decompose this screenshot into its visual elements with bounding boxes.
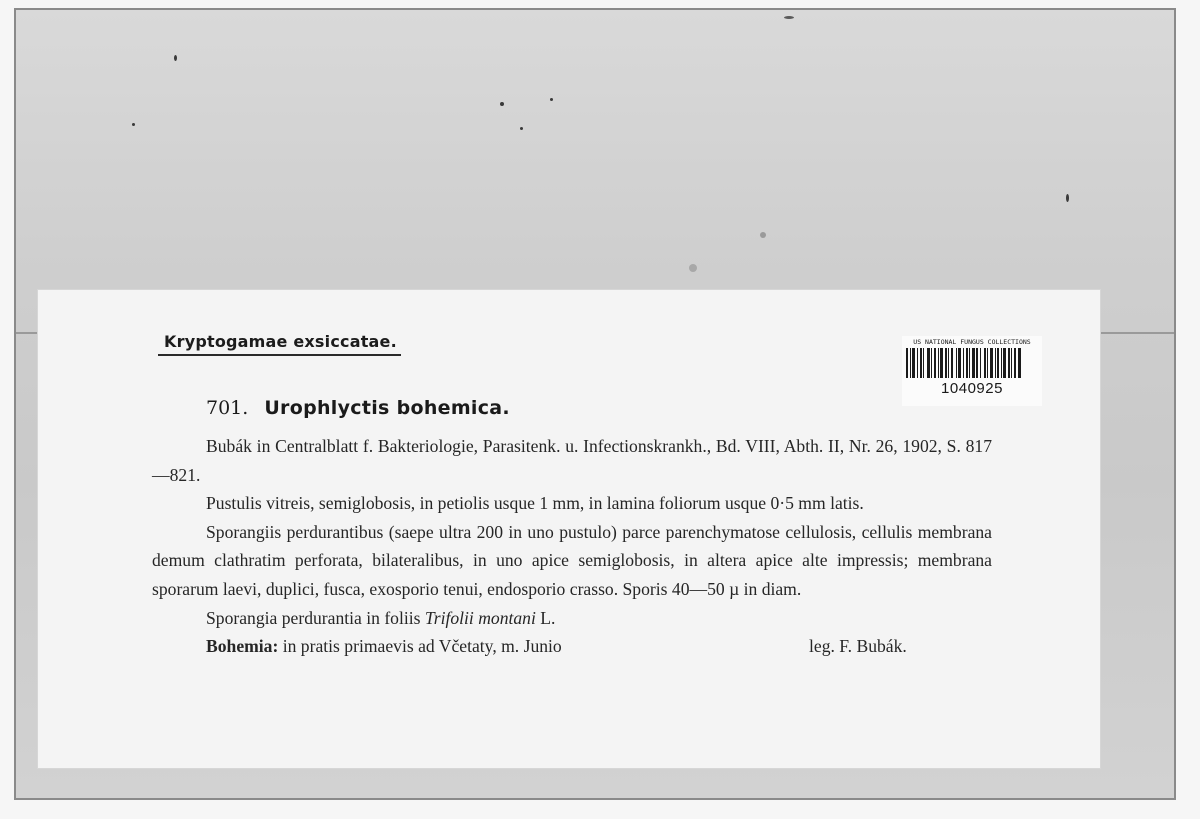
packet-speck — [500, 102, 504, 106]
packet-speck — [760, 232, 766, 238]
barcode-sticker — [902, 336, 1042, 406]
series-title: Kryptogamae exsiccatae. — [158, 332, 401, 356]
packet-speck — [550, 98, 553, 101]
locality — [206, 632, 562, 661]
barcode-caption: US NATIONAL FUNGUS COLLECTIONS — [913, 338, 1031, 346]
exsiccata-label — [38, 290, 1100, 768]
sporangia-description: Sporangiis perdurantibus (saepe ultra 200 in uno pustulo) parce parenchymatose cellulosis, cellulis membrana demum clathratim perforata, bilateralibus, in uno apice semiglobosis, in altera apice alte impressis; membrana sporarum laevi, duplici, fusca, exosporio tenui, endosporio crasso. Sporis 40—50 µ in diam. — [152, 521, 992, 599]
packet-speck — [1066, 194, 1069, 202]
locality-text: in pratis primaevis ad Včetaty, m. Junio — [278, 636, 562, 657]
locality-region: Bohemia: — [206, 636, 279, 657]
packet-speck — [784, 16, 794, 19]
packet-speck — [174, 55, 177, 61]
host-prefix: Sporangia perdurantia in foliis — [206, 607, 425, 628]
citation-text: Bubák in Centralblatt f. Bakteriologie, Parasitenk. u. Infectionskrankh., Bd. VIII, Abth. II, Nr. 26, 1902, S. 817—821. — [152, 436, 992, 485]
host-line — [152, 604, 992, 633]
barcode-number: 1040925 — [941, 380, 1003, 397]
exsiccata-number: 701. — [206, 397, 249, 419]
packet-speck — [132, 123, 135, 126]
pustules-text: Pustulis vitreis, semiglobosis, in petiolis usque 1 mm, in lamina foliorum usque 0·5 mm latis. — [206, 493, 864, 514]
host-name: Trifolii montani — [424, 607, 536, 628]
packet-speck — [520, 127, 523, 130]
host-suffix: L. — [535, 607, 556, 628]
species-heading — [206, 397, 510, 419]
species-name: Urophlyctis bohemica. — [264, 397, 510, 419]
locality-line — [152, 632, 992, 660]
label-body — [152, 432, 992, 660]
collector: leg. F. Bubák. — [809, 636, 907, 657]
barcode-icon — [906, 348, 1038, 378]
packet-speck — [689, 264, 697, 272]
